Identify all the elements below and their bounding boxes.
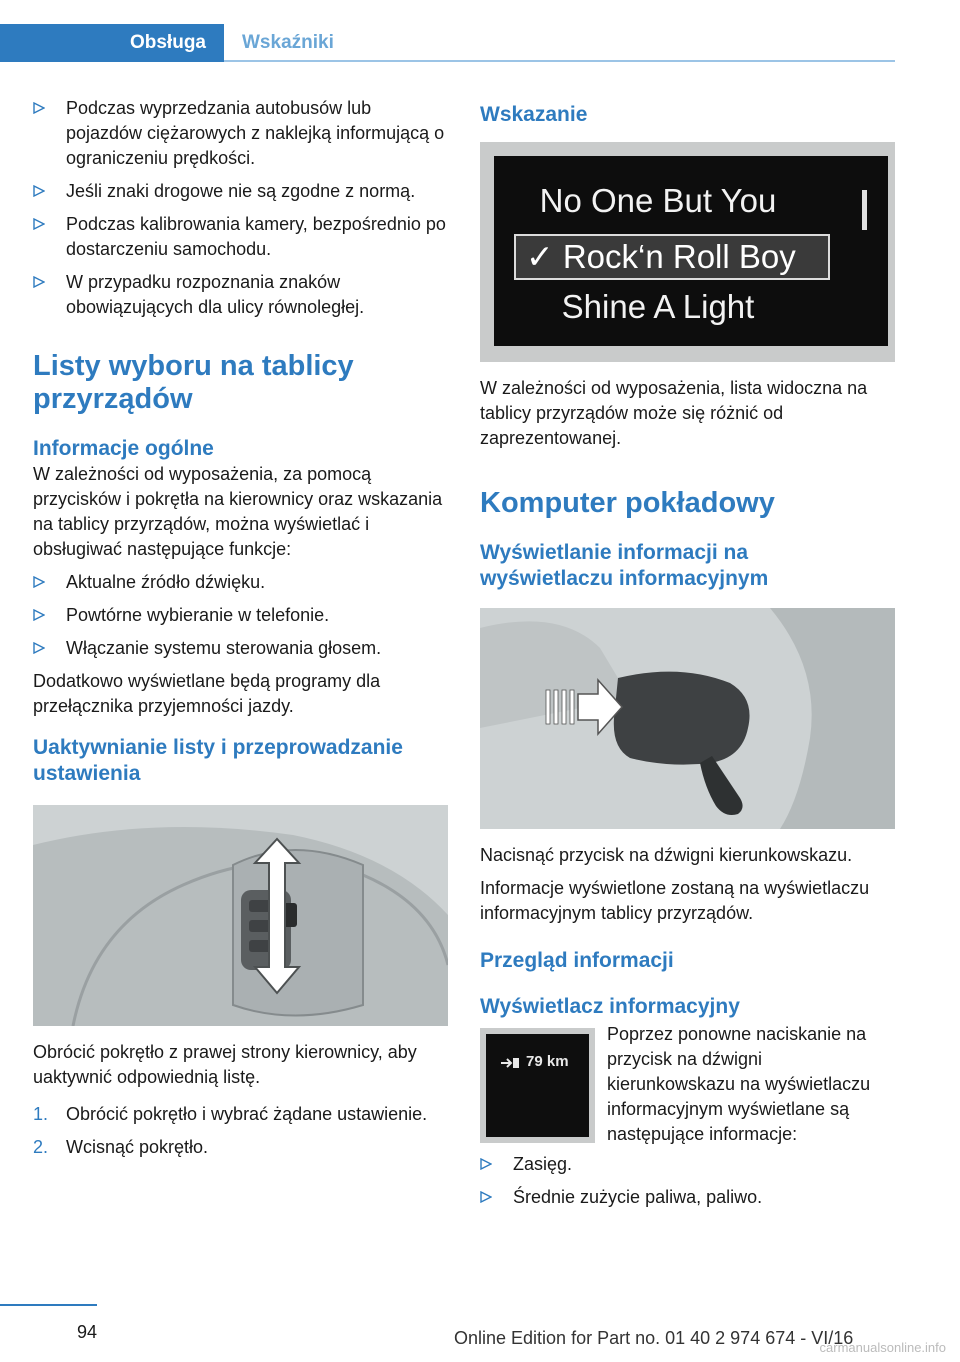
list-item: Aktualne źródło dźwięku.: [33, 570, 448, 595]
fuel-range-icon: [500, 1056, 520, 1070]
section-title-komputer: Komputer pokładowy: [480, 487, 775, 519]
lever-caption-2: Informacje wyświetlone zostaną na wyświetlaczu informacyjnym tablicy przyrządów.: [480, 878, 870, 923]
turn-signal-lever-image: [480, 608, 895, 829]
subsection-title-przeglad: Przegląd informacji: [480, 949, 674, 972]
list-item: W przypadku rozpoznania znaków obowiązujących dla ulicy równoległej.: [33, 270, 448, 320]
triangle-bullet-icon: [33, 102, 45, 114]
bullet-list-info: [480, 1152, 895, 1210]
bullet-list-conditions: [33, 96, 448, 320]
tab-wskazniki[interactable]: Wskaźniki: [242, 32, 334, 53]
subsection-title-wyswietlanie: Wyświetlanie informacji na wyświetlaczu informacyjnym: [480, 541, 769, 590]
triangle-bullet-icon: [33, 276, 45, 288]
list-item: Jeśli znaki drogowe nie są zgodne z normą.: [33, 179, 448, 204]
header-divider: [224, 60, 895, 62]
list-item: Powtórne wybieranie w telefonie.: [33, 603, 448, 628]
triangle-bullet-icon: [33, 185, 45, 197]
step-item: 1. Obrócić pokrętło i wybrać żądane ustawienie.: [33, 1104, 428, 1124]
list-item: Włączanie systemu sterowania głosem.: [33, 636, 448, 661]
info-paragraph: Poprzez ponowne naciskanie na przycisk na dźwigni kierunkowskazu na wyświetlaczu informacyjnym wyświetlane są następujące informacje:: [607, 1024, 871, 1144]
list-item: Średnie zużycie paliwa, paliwo.: [480, 1185, 895, 1210]
footer-edition: Online Edition for Part no. 01 40 2 974 674 - VI/16: [454, 1328, 854, 1348]
triangle-bullet-icon: [480, 1191, 492, 1203]
tab-obsluga[interactable]: Obsługa: [0, 24, 224, 62]
left-column: [33, 96, 448, 1168]
small-display-image: [480, 1028, 595, 1143]
display-item: No One But You: [539, 182, 777, 219]
intro-paragraph: W zależności od wyposażenia, za pomocą przycisków i pokrętła na kierownicy oraz wskazania na tablicy przyrządów, można wyświetlać i obsługiwać następujące funkcje:: [33, 464, 443, 559]
list-item: Podczas kalibrowania kamery, bezpośrednio po dostarczeniu samochodu.: [33, 212, 448, 262]
page-header: [0, 0, 960, 62]
triangle-bullet-icon: [33, 609, 45, 621]
list-item: Podczas wyprzedzania autobusów lub pojazdów ciężarowych z naklejką informującą o ograniczeniu prędkości.: [33, 96, 448, 171]
subsection-title-informacje: Informacje ogólne: [33, 437, 214, 460]
triangle-bullet-icon: [33, 642, 45, 654]
step-item: 2. Wcisnąć pokrętło.: [33, 1137, 209, 1157]
display-item-selected: ✓ Rock‘n Roll Boy: [514, 234, 830, 280]
triangle-bullet-icon: [33, 576, 45, 588]
triangle-bullet-icon: [480, 1158, 492, 1170]
info-display-block: [480, 1024, 895, 1150]
extra-paragraph: Dodatkowo wyświetlane będą programy dla przełącznika przyjemności jazdy.: [33, 671, 381, 716]
subsection-title-wskazanie: Wskazanie: [480, 103, 588, 126]
watermark: carmanualsonline.info: [819, 1340, 946, 1355]
subsection-title-wyswietlacz: Wyświetlacz informacyjny: [480, 995, 740, 1018]
list-item: Zasięg.: [480, 1152, 895, 1177]
range-value: 79 km: [526, 1053, 569, 1070]
subsection-title-uaktywnianie: Uaktywnianie listy i przeprowadzanie ustawienia: [33, 736, 403, 785]
lever-caption-1: Nacisnąć przycisk na dźwigni kierunkowskazu.: [480, 845, 853, 865]
section-title-listy: Listy wyboru na tablicy przyrządów: [33, 350, 354, 415]
page-number: 94: [76, 1322, 97, 1342]
bullet-list-functions: [33, 570, 448, 661]
triangle-bullet-icon: [33, 218, 45, 230]
steering-wheel-image: [33, 805, 448, 1026]
instrument-display-image: [480, 142, 895, 362]
small-display-screen: [486, 1034, 589, 1137]
display-item: Shine A Light: [561, 288, 755, 325]
display-caption: W zależności od wyposażenia, lista widoczna na tablicy przyrządów może się różnić od zaprezentowanej.: [480, 378, 868, 448]
display-scrollbar: [862, 190, 867, 230]
wheel-caption: Obrócić pokrętło z prawej strony kierownicy, aby uaktywnić odpowiednią listę.: [33, 1042, 417, 1087]
steps-list: [33, 1102, 448, 1160]
right-column: [480, 96, 895, 1218]
footer-divider: [0, 1304, 97, 1306]
